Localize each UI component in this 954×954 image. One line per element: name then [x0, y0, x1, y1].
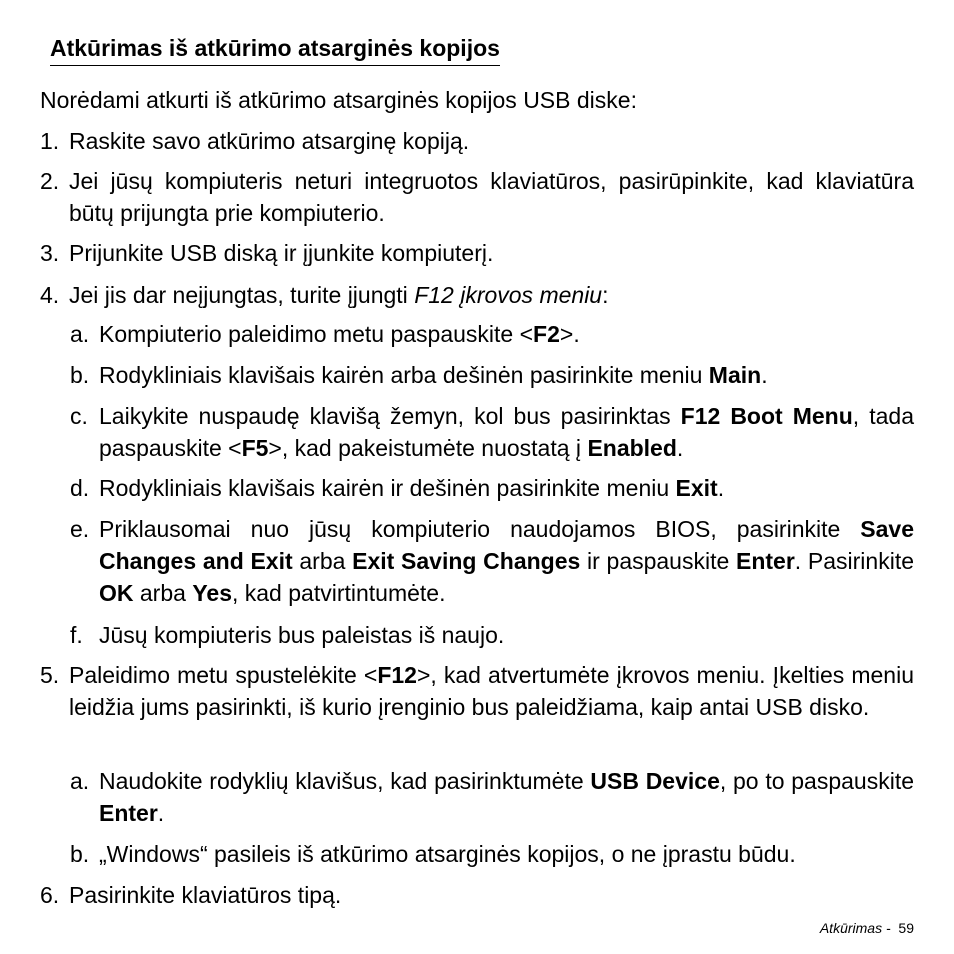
step-text: Jei jūsų kompiuteris neturi integruotos klaviatūros, pasirūpinkite, kad klaviatūra būtų prijungta prie kompiuterio. — [69, 168, 914, 226]
substep-text: Kompiuterio paleidimo metu paspauskite <F2>. — [99, 321, 580, 347]
step-number: 5. — [40, 662, 60, 688]
substep-text: Jūsų kompiuteris bus paleistas iš naujo. — [99, 622, 505, 648]
step-text: Prijunkite USB diską ir įjunkite kompiuterį. — [69, 240, 494, 266]
substep-text: „Windows“ pasileis iš atkūrimo atsarginės kopijos, o ne įprastu būdu. — [99, 841, 796, 867]
step-number: 2. — [40, 168, 60, 194]
substep-letter: b. — [70, 362, 90, 388]
substep-letter: d. — [70, 475, 90, 501]
footer-section-name: Atkūrimas - — [819, 920, 891, 936]
step-number: 4. — [40, 282, 60, 308]
section-heading: Atkūrimas iš atkūrimo atsarginės kopijos — [50, 33, 500, 66]
substep-letter: c. — [70, 403, 88, 429]
substep-text: Rodykliniais klavišais kairėn arba dešinėn pasirinkite meniu Main. — [99, 362, 768, 388]
step-text: Pasirinkite klaviatūros tipą. — [69, 882, 342, 908]
substep-text: Laikykite nuspaudę klavišą žemyn, kol bus pasirinktas F12 Boot Menu, tada paspauskite <F5>, kad pakeistumėte nuostatą į Enabled. — [99, 403, 914, 461]
substep-letter: a. — [70, 768, 90, 794]
intro-paragraph: Norėdami atkurti iš atkūrimo atsarginės kopijos USB diske: — [40, 87, 637, 113]
step-number: 6. — [40, 882, 60, 908]
page-footer — [820, 919, 914, 937]
substep-text: Naudokite rodyklių klavišus, kad pasirinktumėte USB Device, po to paspauskite Enter. — [99, 768, 915, 826]
step-text: Jei jis dar neįjungtas, turite įjungti F12 įkrovos meniu: — [69, 282, 609, 308]
page-number: 59 — [898, 920, 914, 936]
f12-boot-menu-term: F12 įkrovos meniu — [414, 282, 603, 308]
step-number: 3. — [40, 240, 60, 266]
substep-letter: e. — [70, 516, 90, 542]
substep-text: Rodykliniais klavišais kairėn ir dešinėn pasirinkite meniu Exit. — [99, 475, 725, 501]
step-text: Raskite savo atkūrimo atsarginę kopiją. — [69, 128, 470, 154]
substep-letter: a. — [70, 321, 90, 347]
step-number: 1. — [40, 128, 60, 154]
substep-text: Priklausomai nuo jūsų kompiuterio naudojamos BIOS, pasirinkite Save Changes and Exit arba Exit Saving Changes ir paspauskite Enter. Pasirinkite OK arba Yes, kad patvirtintumėte. — [99, 516, 915, 606]
substep-letter: f. — [70, 622, 83, 648]
substep-letter: b. — [70, 841, 90, 867]
step-text: Paleidimo metu spustelėkite <F12>, kad atvertumėte įkrovos meniu. Įkelties meniu leidžia jums pasirinkti, iš kurio įrenginio bus paleidžiama, kaip antai USB disko. — [69, 662, 914, 720]
